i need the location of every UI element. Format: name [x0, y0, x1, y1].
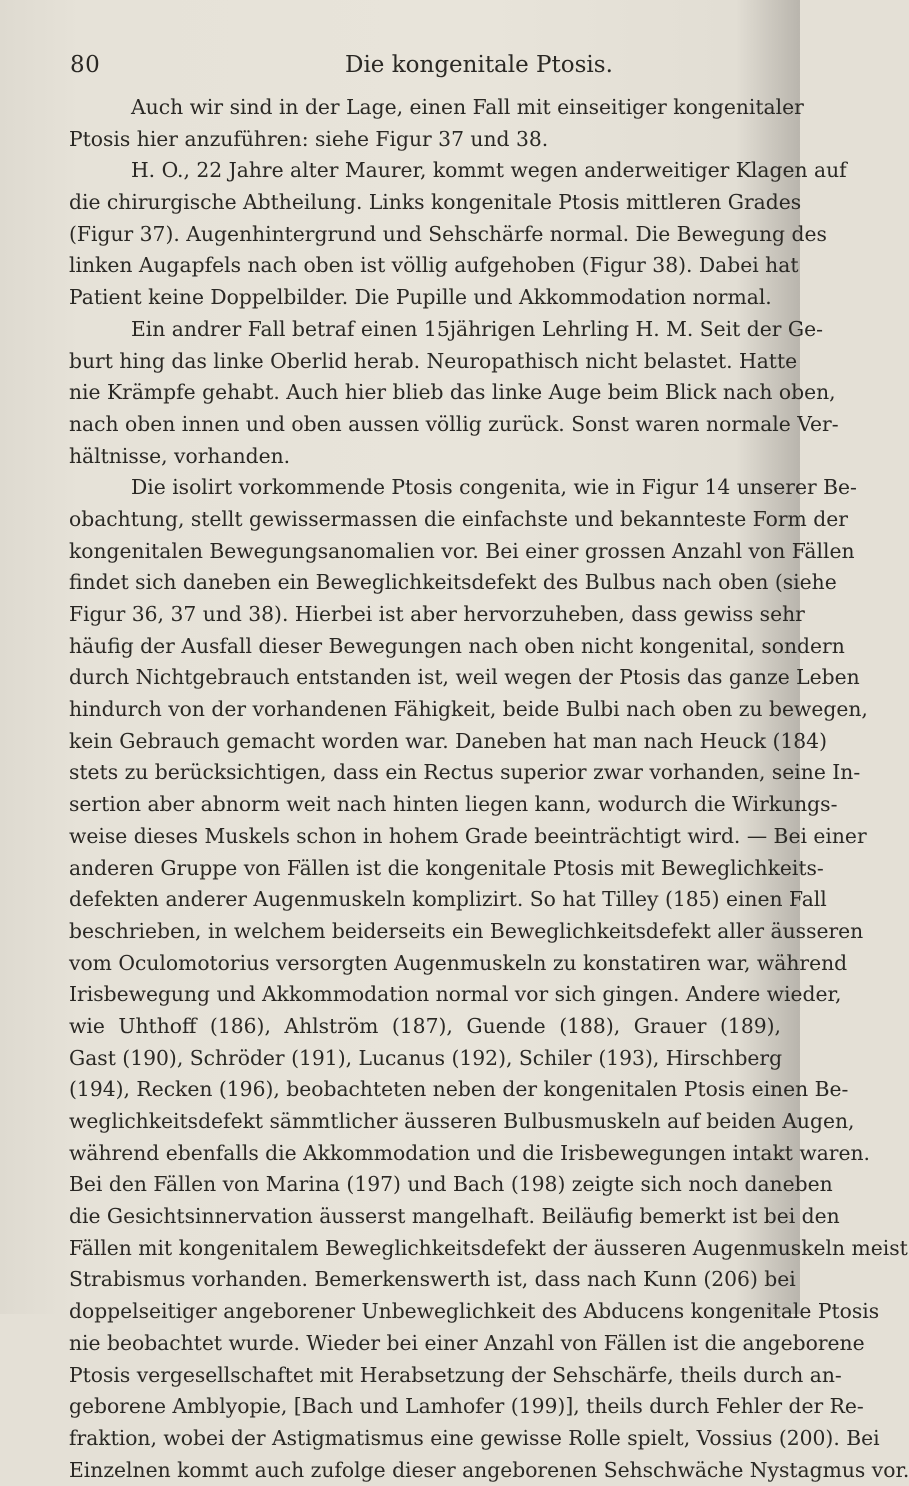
text-line: die chirurgische Abtheilung. Links kongenitale Ptosis mittleren Grades — [69, 190, 802, 215]
text-line: defekten anderer Augenmuskeln komplizirt. So hat Tilley (185) einen Fall — [69, 887, 827, 912]
paragraph — [69, 155, 847, 313]
text-line: Ptosis hier anzuführen: siehe Figur 37 und 38. — [69, 126, 549, 151]
page-header — [70, 52, 770, 82]
text-line: hindurch von der vorhandenen Fähigkeit, beide Bulbi nach oben zu bewegen, — [69, 697, 868, 722]
text-line: Auch wir sind in der Lage, einen Fall mit einseitiger kongenitaler — [131, 95, 804, 119]
text-line: Fällen mit kongenitalem Beweglichkeitsdefekt der äusseren Augenmuskeln meist — [69, 1235, 908, 1260]
running-title: Die kongenitale Ptosis. — [345, 52, 613, 78]
text-line: burt hing das linke Oberlid herab. Neuropathisch nicht belastet. Hatte — [69, 348, 798, 373]
text-line: kein Gebrauch gemacht worden war. Daneben hat man nach Heuck (184) — [69, 728, 827, 753]
text-line: Patient keine Doppelbilder. Die Pupille und Akkommodation normal. — [69, 285, 772, 310]
text-line: linken Augapfels nach oben ist völlig aufgehoben (Figur 38). Dabei hat — [69, 253, 799, 278]
text-line: hältnisse, vorhanden. — [69, 443, 291, 468]
text-line: nie Krämpfe gehabt. Auch hier blieb das linke Auge beim Blick nach oben, — [69, 380, 836, 405]
text-line: anderen Gruppe von Fällen ist die kongenitale Ptosis mit Beweglichkeits- — [69, 855, 824, 880]
text-line: Bei den Fällen von Marina (197) und Bach (198) zeigte sich noch daneben — [69, 1172, 833, 1197]
text-line: Ein andrer Fall betraf einen 15jährigen Lehrling H. M. Seit der Ge- — [131, 316, 823, 341]
text-line: die Gesichtsinnervation äusserst mangelhaft. Beiläufig bemerkt ist bei den — [69, 1204, 840, 1229]
paragraph — [69, 92, 804, 155]
text-line: Die isolirt vorkommende Ptosis congenita, wie in Figur 14 unserer Be- — [131, 475, 857, 500]
text-line: häufig der Ausfall dieser Bewegungen nach oben nicht kongenital, sondern — [69, 633, 845, 658]
text-line: Einzelnen kommt auch zufolge dieser angeborenen Sehschwäche Nystagmus vor. — [69, 1457, 909, 1482]
page-number: 80 — [70, 52, 101, 78]
text-line: nie beobachtet wurde. Wieder bei einer Anzahl von Fällen ist die angeborene — [69, 1330, 865, 1355]
text-line: doppelseitiger angeborener Unbeweglichkeit des Abducens kongenitale Ptosis — [69, 1299, 880, 1324]
text-line: obachtung, stellt gewissermassen die einfachste und bekannteste Form der — [69, 506, 848, 531]
text-line: sertion aber abnorm weit nach hinten liegen kann, wodurch die Wirkungs- — [69, 792, 838, 817]
text-line: durch Nichtgebrauch entstanden ist, weil wegen der Ptosis das ganze Leben — [69, 665, 860, 690]
text-line: Gast (190), Schröder (191), Lucanus (192), Schiler (193), Hirschberg — [69, 1045, 783, 1070]
text-line: (194), Recken (196), beobachteten neben der kongenitalen Ptosis einen Be- — [69, 1077, 849, 1102]
text-line: beschrieben, in welchem beiderseits ein Beweglichkeitsdefekt aller äusseren — [69, 918, 864, 943]
text-line: Strabismus vorhanden. Bemerkenswerth ist, dass nach Kunn (206) bei — [69, 1267, 796, 1292]
text-line: geborene Amblyopie, [Bach und Lamhofer (199)], theils durch Fehler der Re- — [69, 1394, 864, 1419]
text-line: Irisbewegung und Akkommodation normal vor sich gingen. Andere wieder, — [69, 982, 842, 1007]
text-line: Figur 36, 37 und 38). Hierbei ist aber hervorzuheben, dass gewiss sehr — [69, 602, 805, 626]
text-line: weise dieses Muskels schon in hohem Grade beeinträchtigt wird. — Bei einer — [69, 823, 867, 848]
text-line: während ebenfalls die Akkommodation und die Irisbewegungen intakt waren. — [69, 1140, 870, 1165]
text-line: findet sich daneben ein Beweglichkeitsdefekt des Bulbus nach oben (siehe — [69, 570, 837, 595]
paragraph — [69, 472, 909, 1486]
text-line: (Figur 37). Augenhintergrund und Sehschärfe normal. Die Bewegung des — [69, 221, 827, 246]
text-line: nach oben innen und oben aussen völlig zurück. Sonst waren normale Ver- — [69, 411, 839, 436]
text-line: kongenitalen Bewegungsanomalien vor. Bei einer grossen Anzahl von Fällen — [69, 538, 855, 563]
text-line: wie Uhthoff (186), Ahlström (187), Guende (188), Grauer (189), — [69, 1013, 781, 1038]
text-line: vom Oculomotorius versorgten Augenmuskeln zu konstatiren war, während — [69, 950, 848, 975]
text-line: fraktion, wobei der Astigmatismus eine gewisse Rolle spielt, Vossius (200). Bei — [69, 1425, 880, 1450]
text-line: weglichkeitsdefekt sämmtlicher äusseren Bulbusmuskeln auf beiden Augen, — [69, 1109, 855, 1133]
body-text — [69, 92, 909, 1486]
text-line: stets zu berücksichtigen, dass ein Rectus superior zwar vorhanden, seine In- — [69, 760, 861, 785]
paragraph — [69, 314, 839, 472]
text-line: H. O., 22 Jahre alter Maurer, kommt wegen anderweitiger Klagen auf — [131, 158, 847, 183]
text-line: Ptosis vergesellschaftet mit Herabsetzung der Sehschärfe, theils durch an- — [69, 1362, 842, 1387]
